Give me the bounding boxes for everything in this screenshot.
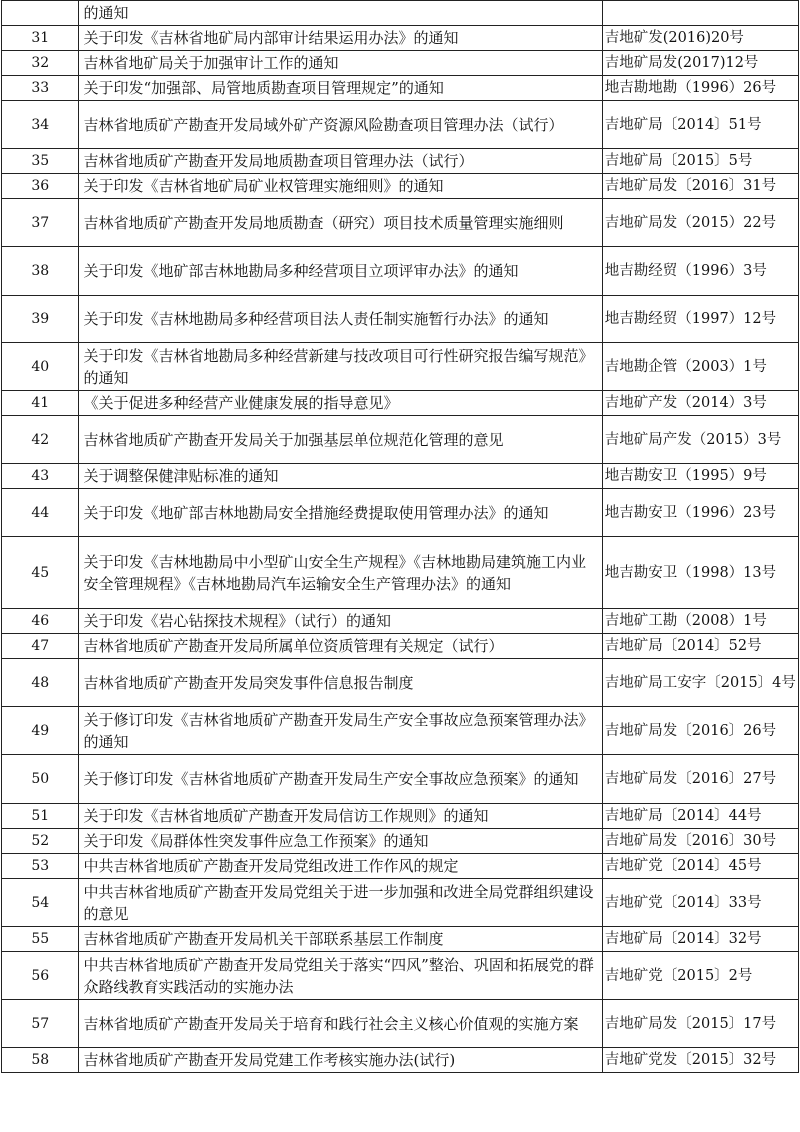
document-title: 关于印发“加强部、局管地质勘查项目管理规定”的通知 xyxy=(79,76,602,101)
table-row xyxy=(2,537,799,609)
row-number: 41 xyxy=(2,391,79,416)
document-title: 关于修订印发《吉林省地质矿产勘查开发局生产安全事故应急预案》的通知 xyxy=(79,755,602,804)
document-number: 吉地矿党〔2014〕33号 xyxy=(602,879,798,927)
document-number: 吉地矿局〔2014〕44号 xyxy=(602,804,798,829)
row-number: 33 xyxy=(2,76,79,101)
row-number xyxy=(2,1,79,26)
table-row xyxy=(2,755,799,804)
row-number: 52 xyxy=(2,829,79,854)
row-number: 31 xyxy=(2,26,79,51)
row-number: 50 xyxy=(2,755,79,804)
row-number: 38 xyxy=(2,247,79,296)
row-number: 43 xyxy=(2,464,79,489)
row-number: 34 xyxy=(2,101,79,149)
row-number: 47 xyxy=(2,634,79,659)
row-number: 51 xyxy=(2,804,79,829)
table-row xyxy=(2,1000,799,1048)
document-number: 吉地矿局发〔2016〕30号 xyxy=(602,829,798,854)
row-number: 37 xyxy=(2,199,79,247)
document-number: 地吉勘安卫（1998）13号 xyxy=(602,537,798,609)
document-title: 中共吉林省地质矿产勘查开发局党组改进工作作风的规定 xyxy=(79,854,602,879)
row-number: 56 xyxy=(2,952,79,1000)
document-title: 吉林省地质矿产勘查开发局关于加强基层单位规范化管理的意见 xyxy=(79,416,602,464)
table-row xyxy=(2,391,799,416)
table-row xyxy=(2,199,799,247)
document-number: 吉地矿发(2016)20号 xyxy=(602,26,798,51)
document-title: 关于印发《岩心钻探技术规程》（试行）的通知 xyxy=(79,609,602,634)
document-title: 吉林省地质矿产勘查开发局地质勘查（研究）项目技术质量管理实施细则 xyxy=(79,199,602,247)
row-number: 55 xyxy=(2,927,79,952)
table-row xyxy=(2,51,799,76)
row-number: 46 xyxy=(2,609,79,634)
row-number: 53 xyxy=(2,854,79,879)
table-row xyxy=(2,609,799,634)
table-row xyxy=(2,464,799,489)
document-number xyxy=(602,1,798,26)
row-number: 49 xyxy=(2,707,79,755)
row-number: 45 xyxy=(2,537,79,609)
document-number: 吉地矿局发〔2015〕17号 xyxy=(602,1000,798,1048)
document-title: 《关于促进多种经营产业健康发展的指导意见》 xyxy=(79,391,602,416)
document-number: 吉地矿局发(2017)12号 xyxy=(602,51,798,76)
table-row xyxy=(2,149,799,174)
table-row xyxy=(2,1,799,26)
document-number: 吉地矿党〔2014〕45号 xyxy=(602,854,798,879)
document-title: 关于印发《吉林省地质矿产勘查开发局信访工作规则》的通知 xyxy=(79,804,602,829)
table-body xyxy=(2,1,799,1073)
table-row xyxy=(2,76,799,101)
document-title: 关于调整保健津贴标准的通知 xyxy=(79,464,602,489)
table-row xyxy=(2,659,799,707)
document-title: 关于印发《吉林省地矿局矿业权管理实施细则》的通知 xyxy=(79,174,602,199)
document-title: 关于印发《吉林省地矿局内部审计结果运用办法》的通知 xyxy=(79,26,602,51)
document-title: 关于印发《吉林地勘局多种经营项目法人责任制实施暂行办法》的通知 xyxy=(79,296,602,343)
document-number: 地吉勘经贸（1996）3号 xyxy=(602,247,798,296)
row-number: 57 xyxy=(2,1000,79,1048)
table-row xyxy=(2,829,799,854)
document-title: 吉林省地质矿产勘查开发局域外矿产资源风险勘查项目管理办法（试行） xyxy=(79,101,602,149)
document-number: 吉地矿局产发（2015）3号 xyxy=(602,416,798,464)
table-row xyxy=(2,26,799,51)
document-number: 吉地矿局〔2015〕5号 xyxy=(602,149,798,174)
table-row xyxy=(2,1048,799,1073)
row-number: 42 xyxy=(2,416,79,464)
document-number: 吉地矿局发〔2016〕27号 xyxy=(602,755,798,804)
document-number: 吉地矿局工安字〔2015〕4号 xyxy=(602,659,798,707)
document-title: 中共吉林省地质矿产勘查开发局党组关于落实“四风”整治、巩固和拓展党的群众路线教育实践活动的实施办法 xyxy=(79,952,602,1000)
table-row xyxy=(2,879,799,927)
table-row xyxy=(2,804,799,829)
document-title: 吉林省地质矿产勘查开发局突发事件信息报告制度 xyxy=(79,659,602,707)
document-title: 关于修订印发《吉林省地质矿产勘查开发局生产安全事故应急预案管理办法》的通知 xyxy=(79,707,602,755)
document-number: 吉地矿产发（2014）3号 xyxy=(602,391,798,416)
document-number: 吉地矿局发（2015）22号 xyxy=(602,199,798,247)
regulations-table xyxy=(1,0,799,1073)
table-row xyxy=(2,101,799,149)
document-title: 关于印发《地矿部吉林地勘局安全措施经费提取使用管理办法》的通知 xyxy=(79,489,602,537)
document-number: 地吉勘安卫（1995）9号 xyxy=(602,464,798,489)
row-number: 44 xyxy=(2,489,79,537)
document-number: 吉地矿党〔2015〕2号 xyxy=(602,952,798,1000)
row-number: 40 xyxy=(2,343,79,391)
document-number: 吉地矿局〔2014〕52号 xyxy=(602,634,798,659)
table-row xyxy=(2,854,799,879)
document-number: 吉地矿工勘（2008）1号 xyxy=(602,609,798,634)
document-number: 地吉勘安卫（1996）23号 xyxy=(602,489,798,537)
row-number: 54 xyxy=(2,879,79,927)
document-title: 吉林省地质矿产勘查开发局机关干部联系基层工作制度 xyxy=(79,927,602,952)
document-number: 吉地勘企管（2003）1号 xyxy=(602,343,798,391)
row-number: 36 xyxy=(2,174,79,199)
document-number: 地吉勘地勘（1996）26号 xyxy=(602,76,798,101)
document-title: 关于印发《局群体性突发事件应急工作预案》的通知 xyxy=(79,829,602,854)
table-row xyxy=(2,952,799,1000)
table-row xyxy=(2,247,799,296)
document-title: 关于印发《地矿部吉林地勘局多种经营项目立项评审办法》的通知 xyxy=(79,247,602,296)
table-row xyxy=(2,296,799,343)
document-number: 吉地矿局〔2014〕51号 xyxy=(602,101,798,149)
table-row xyxy=(2,927,799,952)
document-title: 吉林省地质矿产勘查开发局关于培育和践行社会主义核心价值观的实施方案 xyxy=(79,1000,602,1048)
table-row xyxy=(2,489,799,537)
document-title: 吉林省地质矿产勘查开发局党建工作考核实施办法(试行) xyxy=(79,1048,602,1073)
document-title: 吉林省地矿局关于加强审计工作的通知 xyxy=(79,51,602,76)
document-title: 关于印发《吉林省地勘局多种经营新建与技改项目可行性研究报告编写规范》的通知 xyxy=(79,343,602,391)
table-row xyxy=(2,416,799,464)
table-row xyxy=(2,174,799,199)
row-number: 35 xyxy=(2,149,79,174)
document-title: 的通知 xyxy=(79,1,602,26)
row-number: 39 xyxy=(2,296,79,343)
row-number: 58 xyxy=(2,1048,79,1073)
document-number: 吉地矿局发〔2016〕26号 xyxy=(602,707,798,755)
document-title: 吉林省地质矿产勘查开发局地质勘查项目管理办法（试行） xyxy=(79,149,602,174)
document-number: 吉地矿党发〔2015〕32号 xyxy=(602,1048,798,1073)
document-title: 中共吉林省地质矿产勘查开发局党组关于进一步加强和改进全局党群组织建设的意见 xyxy=(79,879,602,927)
document-number: 吉地矿局发〔2016〕31号 xyxy=(602,174,798,199)
table-row xyxy=(2,343,799,391)
document-title: 吉林省地质矿产勘查开发局所属单位资质管理有关规定（试行） xyxy=(79,634,602,659)
document-number: 吉地矿局〔2014〕32号 xyxy=(602,927,798,952)
row-number: 48 xyxy=(2,659,79,707)
row-number: 32 xyxy=(2,51,79,76)
table-row xyxy=(2,707,799,755)
document-number: 地吉勘经贸（1997）12号 xyxy=(602,296,798,343)
document-title: 关于印发《吉林地勘局中小型矿山安全生产规程》《吉林地勘局建筑施工内业安全管理规程》《吉林地勘局汽车运输安全生产管理办法》的通知 xyxy=(79,537,602,609)
table-row xyxy=(2,634,799,659)
